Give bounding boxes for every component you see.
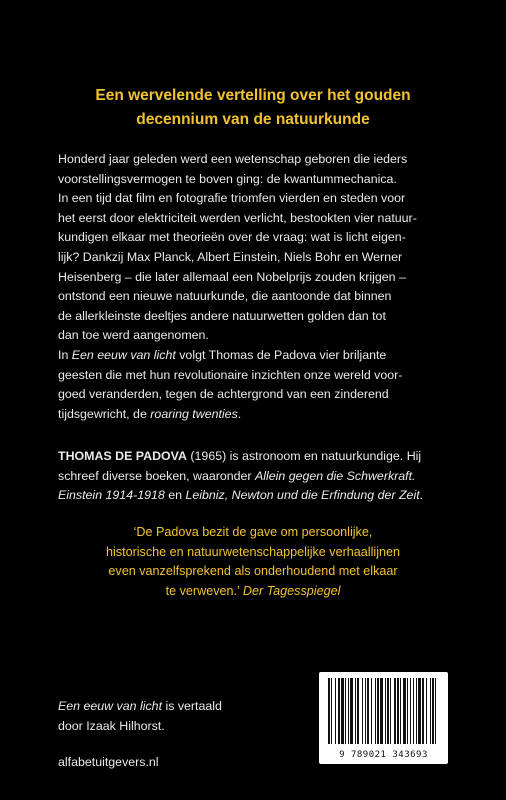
era-phrase: roaring twenties — [150, 406, 238, 421]
blurb-line: dan toe werd aangenomen. — [58, 328, 209, 343]
barcode-bar — [367, 678, 369, 744]
barcode-bar — [416, 678, 417, 744]
barcode-bar — [403, 678, 406, 744]
barcode-bar — [407, 678, 408, 744]
barcode-bar — [362, 678, 363, 744]
quote-line: ‘De Padova bezit de gave om persoonlijke, — [133, 525, 373, 539]
quote-source: Der Tagesspiegel — [242, 583, 341, 598]
blurb-text: . — [237, 406, 242, 421]
bio-line — [58, 486, 450, 506]
blurb-line: voorstellingsvermogen te boven ging: de kwantummechanica. — [58, 171, 397, 186]
barcode-bar — [418, 678, 421, 744]
barcode-graphic — [327, 678, 440, 744]
book-title: Een eeuw van licht — [58, 699, 163, 713]
book-title: Einstein 1914-1918 — [58, 488, 165, 503]
bio-text: en — [164, 488, 186, 503]
barcode-bar — [357, 678, 359, 744]
barcode-bar — [400, 678, 401, 744]
blurb-line: Honderd jaar geleden werd een wetenschap geboren die ieders — [58, 152, 408, 166]
translation-credit — [58, 697, 222, 736]
quote-line: historische en natuurwetenschappelijke verhaallijnen — [105, 544, 401, 559]
barcode-bar — [380, 678, 383, 744]
bio-text: (1965) is astronoom en natuurkundige. Hij — [186, 449, 422, 463]
isbn-number: 9 789021 343693 — [339, 750, 428, 760]
barcode-bar — [331, 678, 332, 744]
barcode-bar — [377, 678, 379, 744]
blurb-line: lijk? Dankzij Max Planck, Albert Einstein, Niels Bohr en Werner — [58, 249, 403, 264]
quote-text: te verweven.’ — [165, 583, 243, 598]
blurb-line: goed veranderden, tegen de achtergrond van een zinderend — [58, 387, 389, 402]
book-title: Allein gegen die Schwerkraft. — [255, 468, 416, 483]
barcode-bar — [390, 678, 391, 744]
headline-line-2: decennium van de natuurkunde — [136, 111, 370, 128]
barcode-bar — [338, 678, 340, 744]
credit-line — [58, 697, 222, 717]
barcode-bar — [426, 678, 427, 744]
barcode-bar — [365, 678, 366, 744]
barcode-bar — [328, 678, 330, 744]
blurb-line — [58, 405, 450, 425]
book-title: Leibniz, Newton und die Erfindung der Zeit — [185, 488, 420, 503]
barcode-bar — [375, 678, 376, 744]
barcode-bar — [345, 678, 346, 744]
barcode-bar — [397, 678, 399, 744]
blurb-line: In een tijd dat film en fotografie triomfen vierden en steden voor — [58, 191, 406, 206]
bio-text: schreef diverse boeken, waaronder — [58, 468, 255, 483]
bio-line — [58, 447, 450, 467]
blurb-paragraph-2 — [58, 346, 450, 424]
blurb-line: de allerkleinste deeltjes andere natuurwetten golden dan tot — [58, 308, 386, 323]
blurb-line: geesten die met hun revolutionaire inzichten onze wereld voor- — [58, 367, 403, 382]
press-quote — [0, 523, 506, 601]
blurb-line — [58, 346, 450, 366]
barcode-bar — [341, 678, 344, 744]
author-bio — [58, 447, 450, 506]
publisher-website: alfabetuitgevers.nl — [58, 755, 159, 769]
blurb-line: Heisenberg – die later allemaal een Nobelprijs zouden krijgen – — [58, 269, 406, 284]
barcode-bar — [335, 678, 336, 744]
isbn-barcode — [319, 672, 448, 764]
blurb-line: ontstond een nieuwe natuurkunde, die aantoonde dat binnen — [58, 289, 392, 304]
quote-line — [0, 582, 506, 602]
barcode-bar — [410, 678, 411, 744]
barcode-bar — [413, 678, 414, 744]
blurb-text: In — [58, 347, 72, 362]
bio-line — [58, 467, 450, 487]
back-cover-headline — [0, 84, 506, 132]
headline-line-1: Een wervelende vertelling over het gouden — [95, 87, 411, 104]
barcode-bar — [394, 678, 396, 744]
barcode-bar — [430, 678, 431, 744]
book-blurb — [58, 150, 450, 424]
barcode-bar — [348, 678, 349, 744]
credit-line: door Izaak Hilhorst. — [58, 718, 165, 733]
barcode-bar — [371, 678, 372, 744]
bio-text: . — [419, 488, 424, 503]
book-title: Een eeuw van licht — [71, 347, 176, 362]
blurb-line: kundigen elkaar met theorieën over de vraag: wat is licht eigen- — [58, 230, 406, 245]
barcode-bar — [422, 678, 424, 744]
credit-text: is vertaald — [162, 699, 222, 713]
blurb-line: het eerst door elektriciteit werden verlicht, bestookten vier natuur- — [58, 210, 417, 225]
barcode-bar — [387, 678, 389, 744]
author-name: THOMAS DE PADOVA — [58, 449, 187, 463]
blurb-text: volgt Thomas de Padova vier briljante — [175, 347, 387, 362]
barcode-bar — [385, 678, 386, 744]
barcode-bar — [355, 678, 356, 744]
blurb-text: tijdsgewricht, de — [58, 406, 151, 421]
quote-line: even vanzelfsprekend als onderhoudend met elkaar — [108, 564, 398, 579]
barcode-bar — [350, 678, 353, 744]
blurb-paragraph-1 — [58, 150, 450, 346]
barcode-bar — [435, 678, 436, 744]
barcode-bar — [432, 678, 434, 744]
